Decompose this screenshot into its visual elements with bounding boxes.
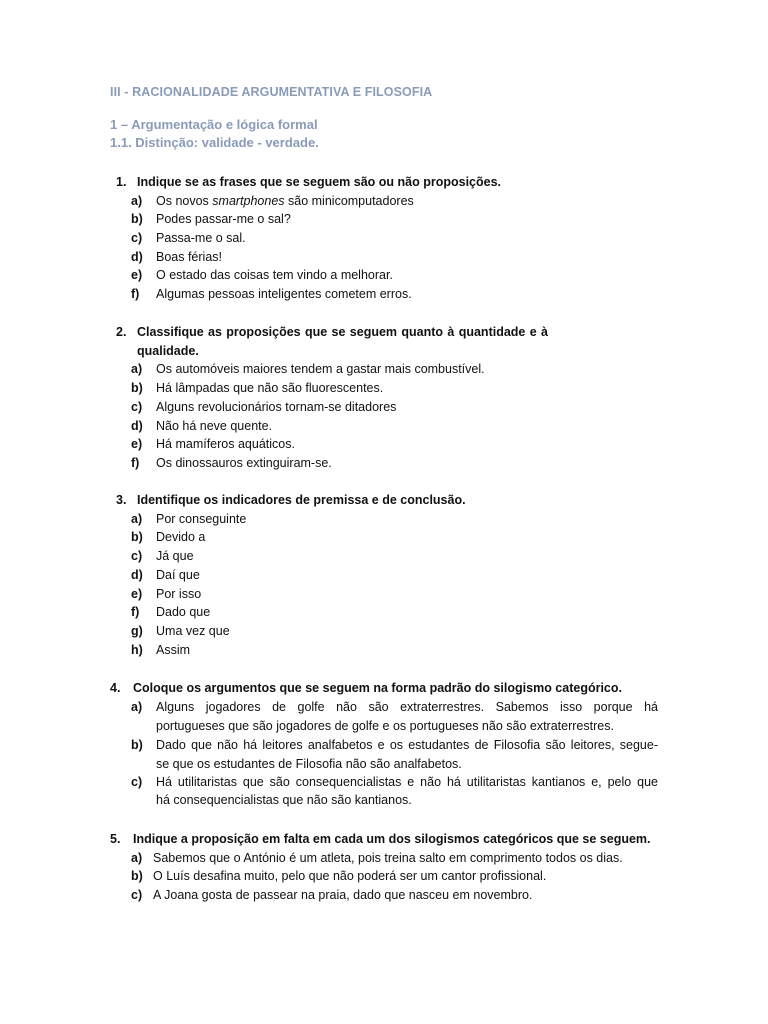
item-text: Dado que bbox=[156, 605, 211, 620]
item-letter: f) bbox=[131, 455, 140, 470]
question-number: 3. bbox=[116, 493, 127, 507]
item-text: Daí que bbox=[156, 567, 200, 582]
item-text: Por isso bbox=[156, 586, 202, 601]
list-item bbox=[131, 379, 671, 398]
item-text-line-2: se que os estudantes de Filosofia não são analfabetos. bbox=[156, 756, 462, 771]
item-text: Os novos smartphones são minicomputadores bbox=[156, 193, 414, 208]
item-letter: c) bbox=[131, 549, 143, 564]
list-item bbox=[131, 547, 671, 566]
item-text: A Joana gosta de passear na praia, dado que nasceu em novembro. bbox=[153, 888, 533, 903]
item-text: Os automóveis maiores tendem a gastar mais combustível. bbox=[156, 362, 485, 377]
item-letter: c) bbox=[131, 888, 143, 903]
item-text: Há mamíferos aquáticos. bbox=[156, 437, 295, 452]
list-item bbox=[131, 229, 671, 248]
item-letter: d) bbox=[131, 567, 143, 582]
item-letter: e) bbox=[131, 586, 143, 601]
item-text: Passa-me o sal. bbox=[156, 230, 246, 245]
question-number: 4. bbox=[110, 681, 121, 695]
list-item bbox=[131, 698, 661, 736]
list-item bbox=[131, 886, 671, 905]
list-item bbox=[131, 210, 671, 229]
list-item bbox=[131, 867, 671, 886]
item-letter: f) bbox=[131, 605, 140, 620]
list-item bbox=[131, 603, 671, 622]
item-text: Não há neve quente. bbox=[156, 418, 273, 433]
question-number: 2. bbox=[116, 325, 127, 339]
question-number: 1. bbox=[116, 175, 127, 189]
list-item bbox=[131, 398, 671, 417]
list-item bbox=[131, 435, 671, 454]
section-title: III - RACIONALIDADE ARGUMENTATIVA E FILOSOFIA bbox=[110, 85, 433, 99]
list-item bbox=[131, 849, 671, 868]
item-letter: f) bbox=[131, 287, 140, 301]
item-letter: b) bbox=[131, 381, 143, 396]
item-text: Já que bbox=[156, 549, 194, 564]
item-letter: c) bbox=[131, 774, 143, 789]
list-item bbox=[131, 585, 671, 604]
list-item bbox=[131, 622, 671, 641]
item-text: Os dinossauros extinguiram-se. bbox=[156, 455, 332, 470]
item-text: Boas férias! bbox=[156, 249, 223, 264]
item-letter: b) bbox=[131, 869, 143, 884]
item-text-line-1: Alguns jogadores de golfe não são extraterrestres. Sabemos isso porque há bbox=[156, 700, 658, 714]
item-letter: h) bbox=[131, 642, 143, 657]
item-text-line-1: Há utilitaristas que são consequencialistas e não há utilitaristas kantianos e, pelo que bbox=[156, 774, 658, 789]
list-item bbox=[131, 192, 671, 211]
question-title-line-2: qualidade. bbox=[137, 343, 199, 358]
item-text: Podes passar-me o sal? bbox=[156, 212, 291, 227]
question-number: 5. bbox=[110, 832, 121, 846]
item-letter: g) bbox=[131, 623, 143, 638]
item-letter: a) bbox=[131, 362, 143, 377]
list-item bbox=[131, 528, 671, 547]
item-text: Algumas pessoas inteligentes cometem erros. bbox=[156, 287, 412, 301]
item-text-line-2: portugueses que são jogadores de golfe e os portugueses não são extraterrestres. bbox=[156, 718, 614, 733]
question-title: Indique a proposição em falta em cada um dos silogismos categóricos que se seguem. bbox=[133, 832, 651, 846]
item-text: Assim bbox=[156, 642, 191, 657]
item-text: Uma vez que bbox=[156, 623, 230, 638]
item-text: O Luís desafina muito, pelo que não poderá ser um cantor profissional. bbox=[153, 869, 547, 884]
item-letter: a) bbox=[131, 193, 143, 208]
item-letter: d) bbox=[131, 249, 143, 264]
item-letter: e) bbox=[131, 268, 143, 283]
item-letter: b) bbox=[131, 212, 143, 227]
list-item bbox=[131, 736, 661, 774]
item-letter: c) bbox=[131, 399, 143, 414]
item-letter: a) bbox=[131, 700, 143, 714]
item-text: Sabemos que o António é um atleta, pois treina salto em comprimento todos os dias. bbox=[153, 850, 623, 865]
item-letter: a) bbox=[131, 511, 143, 526]
question-title: Coloque os argumentos que se seguem na forma padrão do silogismo categórico. bbox=[133, 681, 622, 695]
list-item bbox=[131, 285, 671, 304]
item-text: Há lâmpadas que não são fluorescentes. bbox=[156, 381, 384, 396]
item-text: Devido a bbox=[156, 530, 206, 545]
question-title: Indique se as frases que se seguem são ou não proposições. bbox=[137, 175, 502, 189]
item-letter: e) bbox=[131, 437, 143, 452]
list-item bbox=[131, 266, 671, 285]
list-item bbox=[131, 360, 671, 379]
item-text: Alguns revolucionários tornam-se ditadores bbox=[156, 399, 397, 414]
list-item bbox=[131, 510, 671, 529]
question-title-line-1: Classifique as proposições que se seguem quanto à quantidade e à bbox=[137, 325, 548, 339]
list-item bbox=[131, 773, 661, 811]
item-text-line-2: há consequencialistas que não são kantianos. bbox=[156, 793, 412, 808]
item-letter: a) bbox=[131, 850, 143, 865]
item-text: Por conseguinte bbox=[156, 511, 247, 526]
list-item bbox=[131, 566, 671, 585]
item-letter: b) bbox=[131, 738, 143, 752]
item-text-line-1: Dado que não há leitores analfabetos e os estudantes de Filosofia são leitores, segue- bbox=[156, 738, 658, 752]
list-item bbox=[131, 417, 671, 436]
item-text: O estado das coisas tem vindo a melhorar. bbox=[156, 268, 393, 283]
list-item bbox=[131, 248, 671, 267]
question-title: Identifique os indicadores de premissa e de conclusão. bbox=[137, 493, 466, 507]
item-letter: b) bbox=[131, 530, 143, 545]
list-item bbox=[131, 641, 671, 660]
subsection-title: 1 – Argumentação e lógica formal bbox=[110, 117, 318, 132]
item-letter: c) bbox=[131, 230, 143, 245]
item-letter: d) bbox=[131, 418, 143, 433]
list-item bbox=[131, 454, 671, 473]
subsubsection-title: 1.1. Distinção: validade - verdade. bbox=[110, 135, 319, 150]
